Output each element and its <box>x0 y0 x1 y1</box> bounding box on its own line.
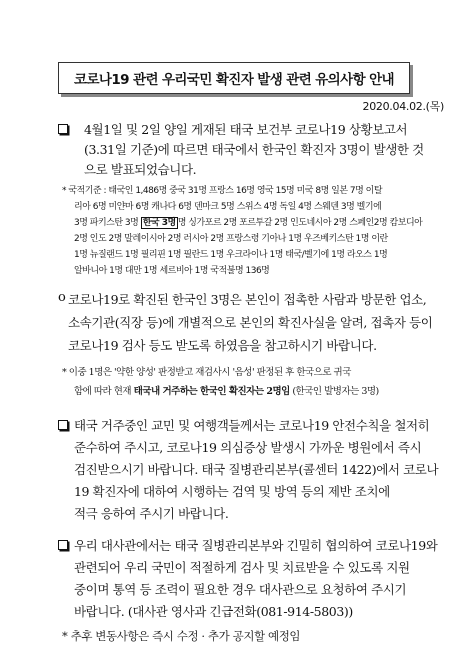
retest-note-line <box>74 383 379 397</box>
retest-note-text: (한국인 발병자는 3명) <box>289 386 379 397</box>
footer-note: * 추후 변동사항은 즉시 수정 · 추가 공지할 예정임 <box>62 629 301 643</box>
nationality-note-line: 리아 6명 미얀마 6명 캐나다 6명 덴마크 5명 스위스 4명 독일 4명 스웨덴 3명 벨기에 <box>74 202 382 212</box>
paragraph-line: (3.31일 기준)에 따르면 태국에서 한국인 확진자 3명이 발생한 것 <box>84 142 424 157</box>
nationality-note-text: 3명 파키스탄 3명 <box>74 218 141 228</box>
date-label: 2020.04.02.(목) <box>362 100 444 113</box>
nationality-note-line: 2명 인도 2명 말레이시아 2명 러시아 2명 프랑스령 기아나 1명 우즈베키스탄 1명 이란 <box>74 234 388 244</box>
square-bullet-icon <box>58 540 68 550</box>
retest-note-line: * 이중 1명은 '약한 양성' 판정받고 재검사시 '음성' 판정된 후 한국으로 귀국 <box>62 367 351 378</box>
paragraph-line: 코로나19 검사 등도 받도록 하였음을 참고하시기 바랍니다. <box>68 338 377 353</box>
paragraph-line: 우리 대사관에서는 태국 질병관리본부와 긴밀히 협의하여 코로나19와 <box>74 538 438 553</box>
paragraph-line: 바랍니다. (대사관 영사과 긴급전화(081-914-5803)) <box>74 604 353 619</box>
retest-note-text: 함에 따라 현재 <box>74 386 134 397</box>
korea-highlight: 한국 3명 <box>142 218 176 228</box>
title-box <box>58 62 410 94</box>
paragraph-line: 태국 거주중인 교민 및 여행객들께서는 코로나19 안전수칙을 철저히 <box>74 418 430 433</box>
paragraph-line: 관련되어 우리 국민이 적절하게 검사 및 치료받을 수 있도록 지원 <box>74 560 410 575</box>
resident-count-emphasis: 태국내 거주하는 한국인 확진자는 2명임 <box>133 386 290 397</box>
paragraph-line: 코로나19로 확진된 한국인 3명은 본인이 접촉한 사람과 방문한 업소, <box>68 292 427 307</box>
nationality-note-line: 1명 뉴질랜드 1명 필리핀 1명 필란드 1명 우크라이나 1명 태국/벨기에 1명 라오스 1명 <box>74 250 388 260</box>
circle-bullet: o <box>58 290 66 305</box>
paragraph-line: 검진받으시기 바랍니다. 태국 질병관리본부(콜센터 1422)에서 코로나 <box>74 462 439 477</box>
paragraph-line: 4월1일 및 2일 양일 게재된 태국 보건부 코로나19 상황보고서 <box>84 122 408 137</box>
paragraph-line: 으로 발표되었습니다. <box>84 162 197 177</box>
paragraph-line: 준수하여 주시고, 코로나19 의심증상 발생시 가까운 병원에서 즉시 <box>74 440 422 455</box>
square-bullet-icon <box>58 124 68 134</box>
nationality-note-text: 명 싱가포르 2명 포르투갈 2명 인도네시아 2명 스페인2명 캄보디아 <box>177 218 423 228</box>
nationality-note-line <box>74 215 422 228</box>
page-title: 코로나19 관련 우리국민 확진자 발생 관련 유의사항 안내 <box>74 72 394 88</box>
paragraph-line: 소속기관(직장 등)에 개별적으로 본인의 확진사실을 알려, 접촉자 등이 <box>68 315 433 330</box>
paragraph-line: 적극 응하여 주시기 바랍니다. <box>74 506 229 521</box>
square-bullet-icon <box>58 420 68 430</box>
nationality-note-line: * 국적기준 : 태국인 1,486명 중국 31명 프랑스 16명 영국 15명 미국 8명 일본 7명 이탈 <box>62 186 383 196</box>
paragraph-line: 중이며 통역 등 조력이 필요한 경우 대사관으로 요청하여 주시기 <box>74 582 407 597</box>
nationality-note-line: 알바니아 1명 대만 1명 세르비아 1명 국적불명 136명 <box>74 266 270 276</box>
paragraph-line: 19 확진자에 대하여 시행하는 검역 및 방역 등의 제반 조치에 <box>74 484 390 499</box>
